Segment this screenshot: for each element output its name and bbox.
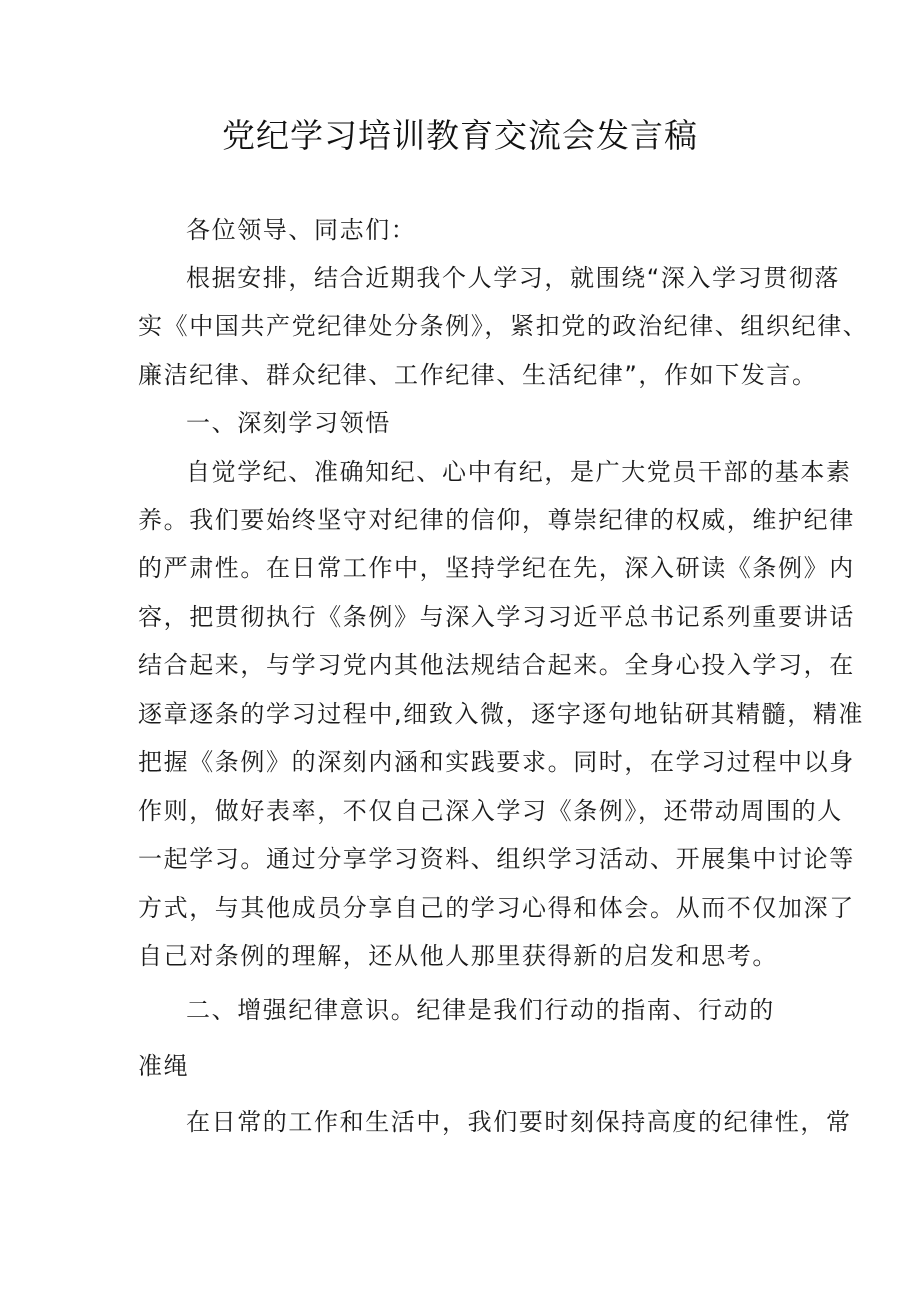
paragraph-line: 根据安排，结合近期我个人学习，就围绕“深入学习贯彻落	[186, 264, 841, 292]
section-heading-2: 二、增强纪律意识。纪律是我们行动的指南、行动的	[186, 996, 775, 1024]
paragraph-line: 容，把贯彻执行《条例》与深入学习习近平总书记系列重要讲话	[138, 603, 855, 631]
paragraph-line: 作则，做好表率，不仅自己深入学习《条例》，还带动周围的人	[138, 797, 843, 825]
paragraph-line: 逐章逐条的学习过程中,细致入微，逐字逐句地钻研其精髓，精准	[138, 700, 865, 728]
paragraph-line: 自己对条例的理解，还从他人那里获得新的启发和思考。	[138, 942, 778, 970]
paragraph-line: 自觉学纪、准确知纪、心中有纪，是广大党员干部的基本素	[186, 458, 852, 486]
paragraph-line: 养。我们要始终坚守对纪律的信仰，尊崇纪律的权威，维护纪律	[138, 506, 855, 534]
paragraph-line: 的严肃性。在日常工作中，坚持学纪在先，深入研读《条例》内	[138, 554, 855, 582]
document-title: 党纪学习培训教育交流会发言稿	[222, 116, 698, 155]
section-heading-1: 一、深刻学习领悟	[186, 409, 391, 437]
paragraph-line: 把握《条例》的深刻内涵和实践要求。同时，在学习过程中以身	[138, 748, 855, 776]
paragraph-line: 结合起来，与学习党内其他法规结合起来。全身心投入学习，在	[138, 651, 855, 679]
paragraph-line: 在日常的工作和生活中，我们要时刻保持高度的纪律性，常	[186, 1108, 852, 1136]
section-heading-2-continued: 准绳	[138, 1052, 190, 1080]
paragraph-line: 一起学习。通过分享学习资料、组织学习活动、开展集中讨论等	[138, 845, 855, 873]
paragraph-line: 实《中国共产党纪律处分条例》，紧扣党的政治纪律、组织纪律、	[138, 312, 869, 340]
paragraph-line: 方式，与其他成员分享自己的学习心得和体会。从而不仅加深了	[138, 894, 855, 922]
paragraph-line: 廉洁纪律、群众纪律、工作纪律、生活纪律”，作如下发言。	[138, 361, 818, 389]
salutation: 各位领导、同志们：	[186, 216, 417, 244]
